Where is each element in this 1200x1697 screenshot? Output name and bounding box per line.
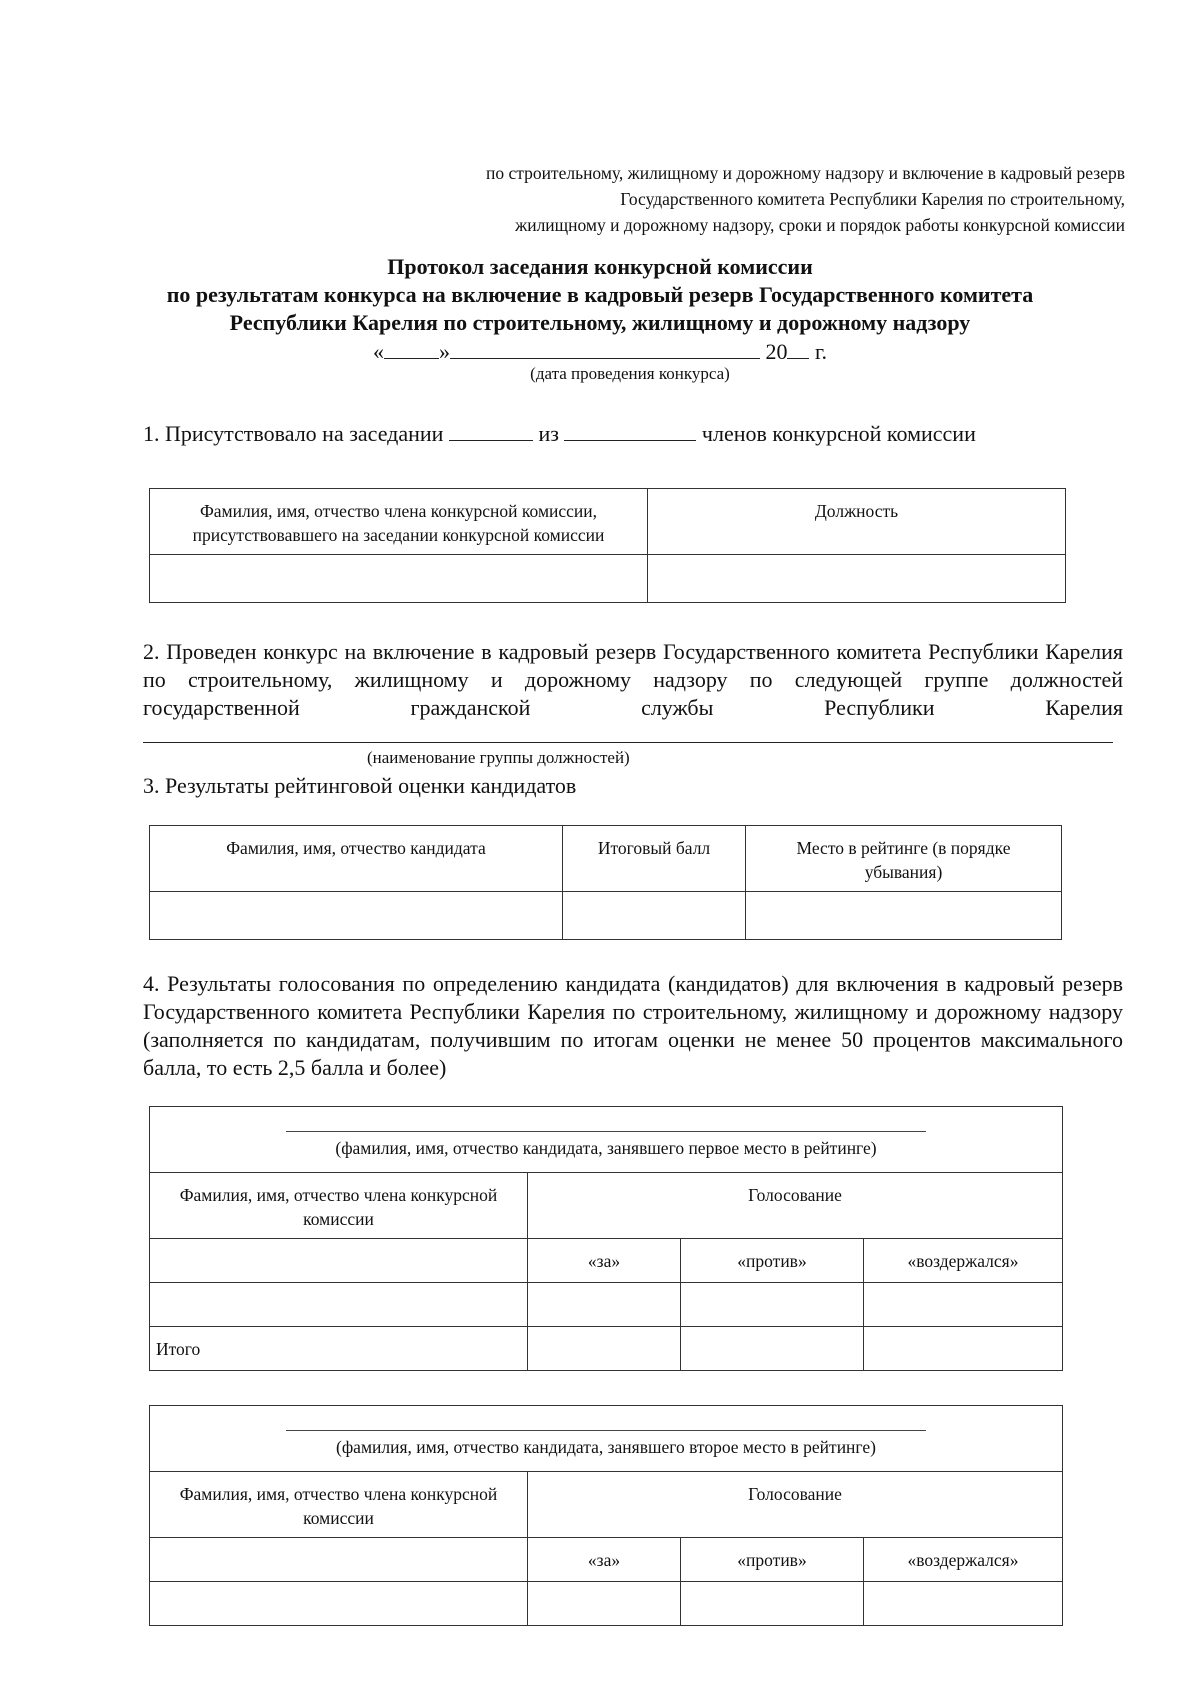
header-line-2: Государственного комитета Республики Карелия по строительному, xyxy=(620,189,1125,209)
t2-col-member: Фамилия, имя, отчество члена конкурсной комиссии xyxy=(150,1472,528,1538)
t2-abstain: «воздержался» xyxy=(864,1538,1063,1582)
t1-col-voting: Голосование xyxy=(528,1173,1063,1239)
first-candidate-blank[interactable] xyxy=(286,1131,926,1132)
total-count-blank[interactable] xyxy=(564,420,696,441)
voting-table-second xyxy=(149,1405,1063,1626)
header-line-3: жилищному и дорожному надзору, сроки и порядок работы конкурсной комиссии xyxy=(515,215,1125,235)
t1-for: «за» xyxy=(528,1239,681,1283)
t2-for: «за» xyxy=(528,1538,681,1582)
section3-heading: 3. Результаты рейтинговой оценки кандидатов xyxy=(143,773,577,798)
t2-row-member[interactable] xyxy=(150,1582,528,1626)
date-open-quote: « xyxy=(372,339,384,364)
month-blank[interactable] xyxy=(450,338,760,359)
rating-col-name: Фамилия, имя, отчество кандидата xyxy=(150,826,563,892)
t2-against: «против» xyxy=(681,1538,864,1582)
t1-total-label: Итого xyxy=(150,1327,528,1371)
rating-col-place: Место в рейтинге (в порядке убывания) xyxy=(746,826,1062,892)
rating-cell-name[interactable] xyxy=(150,892,563,940)
rating-table xyxy=(149,825,1062,940)
t1-row-abstain[interactable] xyxy=(864,1283,1063,1327)
section4-text: 4. Результаты голосования по определению кандидата (кандидатов) для включения в кадровый резерв Государственного комитета Республики Карелия по строительному, жилищному и дорожному надзору (заполняется по кандидатам, получившим по итогам оценки не менее 50 процентов максимального балла, то есть 2,5 балла и более) xyxy=(143,971,1123,1080)
date-close-quote: » xyxy=(438,339,450,364)
date-caption: (дата проведения конкурса) xyxy=(530,364,730,383)
section1-suffix: членов конкурсной комиссии xyxy=(701,421,976,446)
members-col-name: Фамилия, имя, отчество члена конкурсной комиссии, присутствовавшего на заседании конкурсной комиссии xyxy=(150,489,648,555)
section1-text xyxy=(143,420,976,448)
second-candidate-blank[interactable] xyxy=(286,1430,926,1431)
header-line-1: по строительному, жилищному и дорожному надзору и включение в кадровый резерв xyxy=(485,163,1125,183)
year-suffix: г. xyxy=(814,339,828,364)
t1-abstain: «воздержался» xyxy=(864,1239,1063,1283)
second-candidate-cell[interactable] xyxy=(150,1406,1063,1472)
second-candidate-caption: (фамилия, имя, отчество кандидата, занявшего второе место в рейтинге) xyxy=(336,1437,876,1457)
position-group-blank[interactable] xyxy=(143,742,1113,743)
year-prefix: 20 xyxy=(765,339,788,364)
section2-caption: (наименование группы должностей) xyxy=(367,748,630,767)
rating-cell-score[interactable] xyxy=(563,892,746,940)
members-col-position: Должность xyxy=(648,489,1066,555)
t1-col-member: Фамилия, имя, отчество члена конкурсной комиссии xyxy=(150,1173,528,1239)
section2-text: 2. Проведен конкурс на включение в кадровый резерв Государственного комитета Республики Карелия по строительному, жилищному и дорожному надзору по следующей группе должностей государственной гражданской службы Республики Карелия xyxy=(143,639,1123,720)
members-cell-name[interactable] xyxy=(150,555,648,603)
year-blank[interactable] xyxy=(787,338,809,359)
members-cell-position[interactable] xyxy=(648,555,1066,603)
date-line xyxy=(0,338,1200,366)
t1-against: «против» xyxy=(681,1239,864,1283)
section1-prefix: 1. Присутствовало на заседании xyxy=(143,421,444,446)
t1-row-for[interactable] xyxy=(528,1283,681,1327)
t1-total-abstain[interactable] xyxy=(864,1327,1063,1371)
first-candidate-caption: (фамилия, имя, отчество кандидата, занявшего первое место в рейтинге) xyxy=(335,1138,877,1158)
members-table xyxy=(149,488,1066,603)
t2-row-against[interactable] xyxy=(681,1582,864,1626)
t2-row-for[interactable] xyxy=(528,1582,681,1626)
rating-cell-place[interactable] xyxy=(746,892,1062,940)
t2-row-abstain[interactable] xyxy=(864,1582,1063,1626)
title-line-3: Республики Карелия по строительному, жилищному и дорожному надзору xyxy=(229,310,971,335)
t2-member-cell[interactable] xyxy=(150,1538,528,1582)
t1-row-against[interactable] xyxy=(681,1283,864,1327)
day-blank[interactable] xyxy=(384,338,439,359)
t2-col-voting: Голосование xyxy=(528,1472,1063,1538)
t1-row-member[interactable] xyxy=(150,1283,528,1327)
title-line-1: Протокол заседания конкурсной комиссии xyxy=(387,254,813,279)
first-candidate-cell[interactable] xyxy=(150,1107,1063,1173)
voting-table-first xyxy=(149,1106,1063,1371)
t1-total-for[interactable] xyxy=(528,1327,681,1371)
present-count-blank[interactable] xyxy=(449,420,533,441)
t1-member-cell[interactable] xyxy=(150,1239,528,1283)
section1-middle: из xyxy=(538,421,559,446)
rating-col-score: Итоговый балл xyxy=(563,826,746,892)
title-line-2: по результатам конкурса на включение в кадровый резерв Государственного комитета xyxy=(166,282,1034,307)
t1-total-against[interactable] xyxy=(681,1327,864,1371)
